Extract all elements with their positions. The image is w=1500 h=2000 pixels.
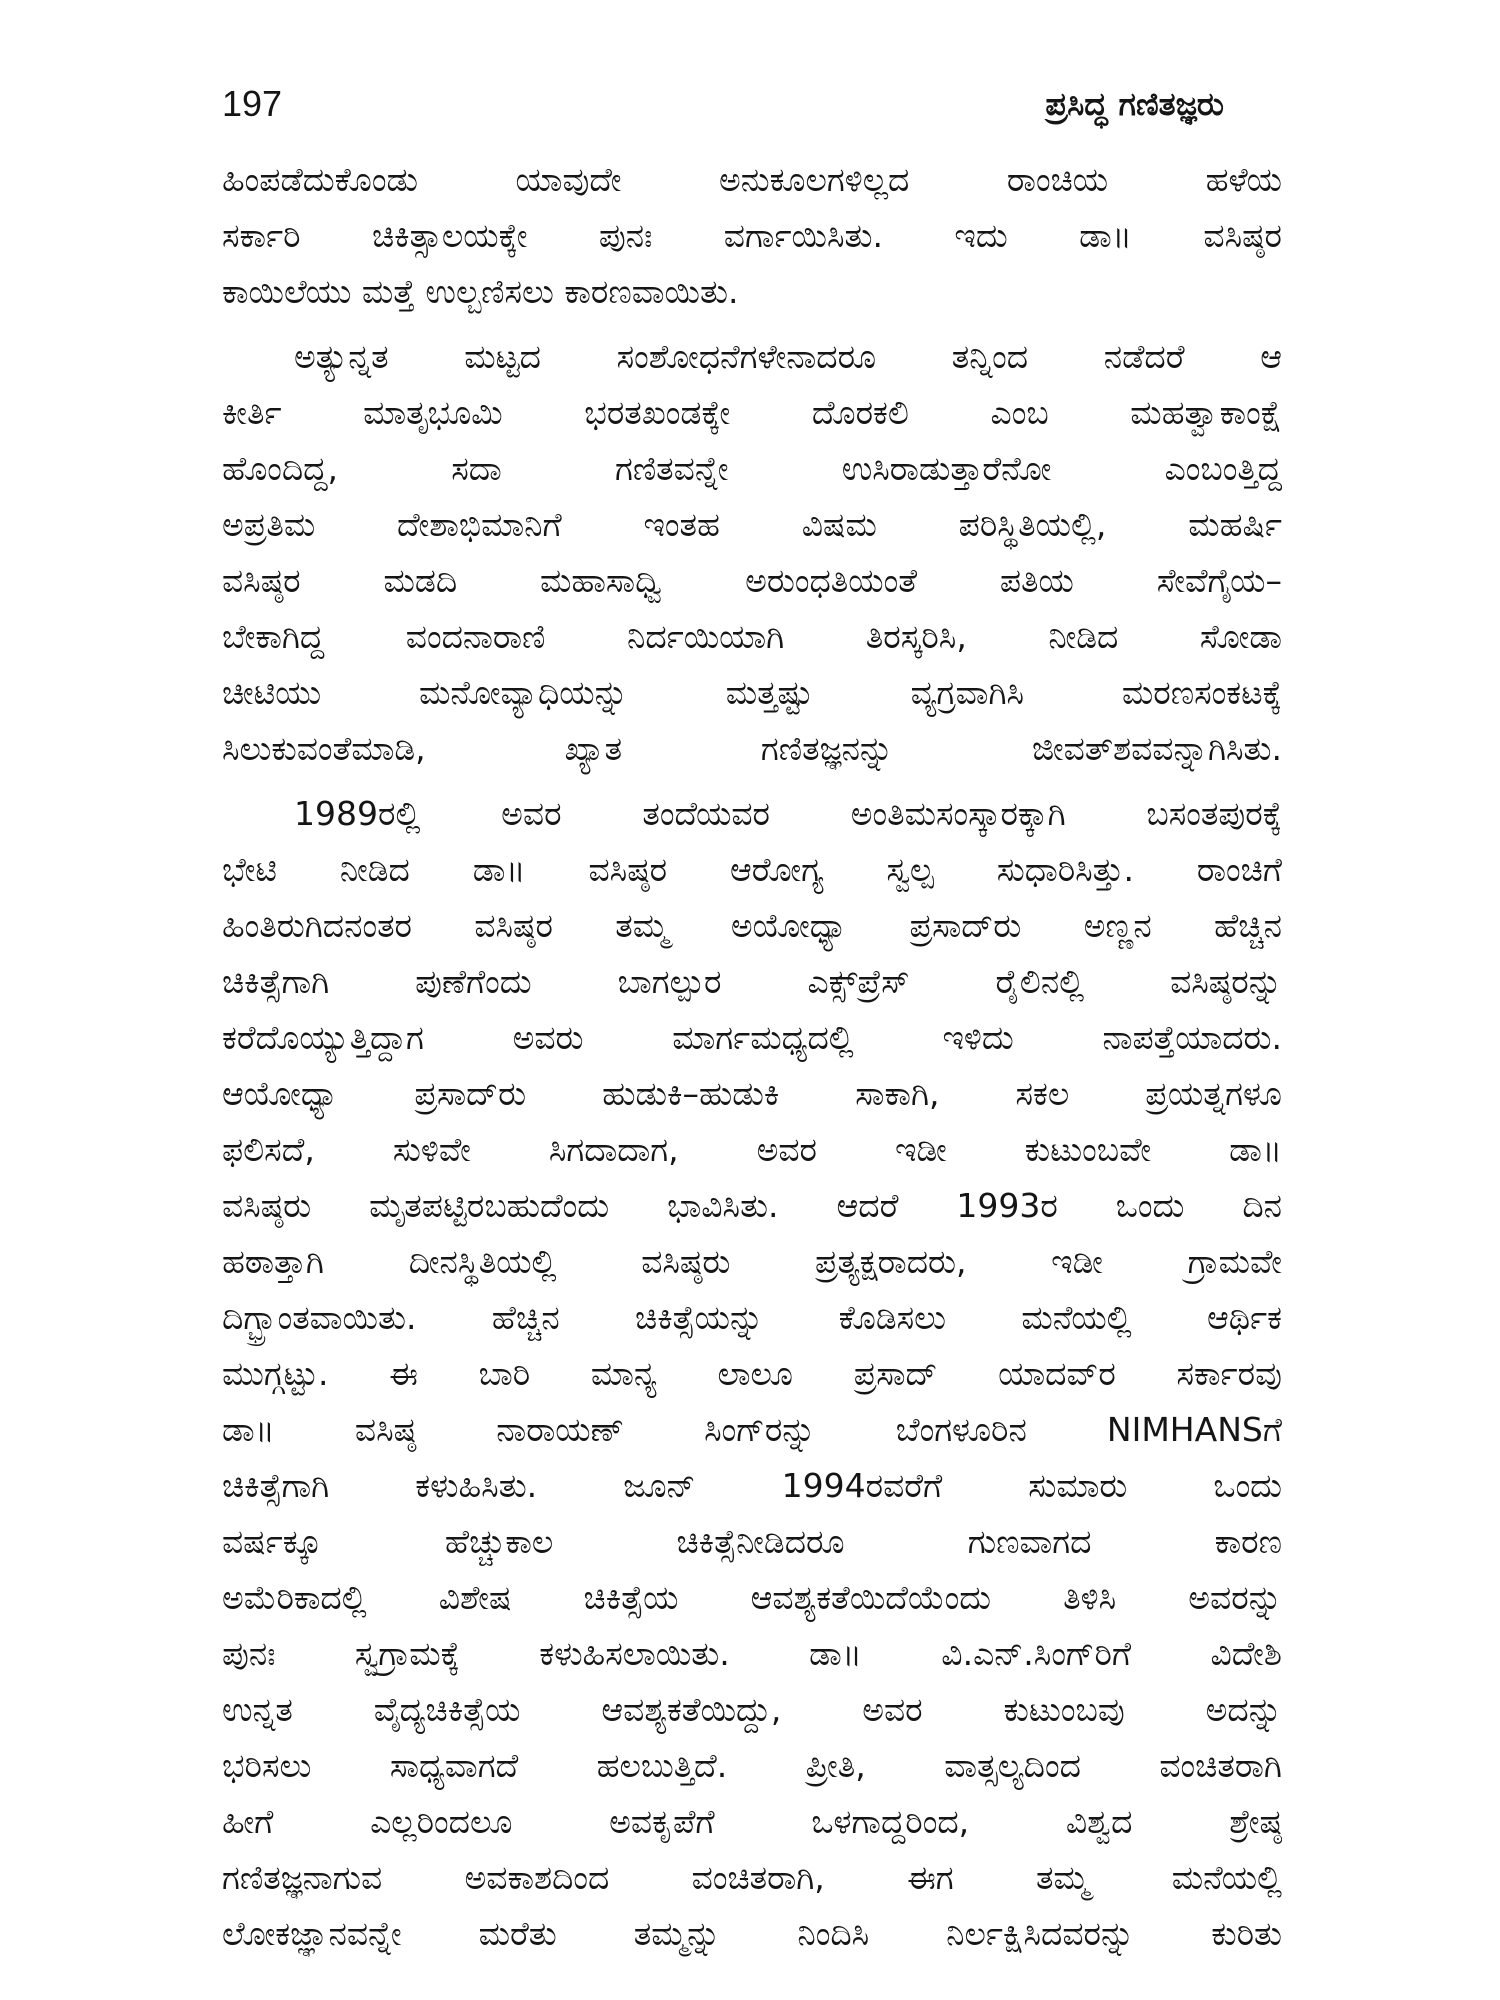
text-line: 1989ರಲ್ಲಿ ಅವರ ತಂದೆಯವರ ಅಂತಿಮಸಂಸ್ಕಾರಕ್ಕಾಗಿ ಬಸಂತಪುರಕ್ಕೆ [294,794,1282,833]
text-line: ಲೋಕಜ್ಞಾನವನ್ನೇ ಮರೆತು ತಮ್ಮನ್ನು ನಿಂದಿಸಿ ನಿರ್ಲಕ್ಷಿಸಿದವರನ್ನು ಕುರಿತು [222,1914,1282,1953]
text-line: ಅತ್ಯುನ್ನತ ಮಟ್ಟದ ಸಂಶೋಧನೆಗಳೇನಾದರೂ ತನ್ನಿಂದ ನಡೆದರೆ ಆ [294,337,1282,376]
text-line: ಮುಗ್ಗಟ್ಟು. ಈ ಬಾರಿ ಮಾನ್ಯ ಲಾಲೂ ಪ್ರಸಾದ್ ಯಾದವ್‌ರ ಸರ್ಕಾರವು [222,1354,1282,1393]
text-line: ಕಾಯಿಲೆಯು ಮತ್ತೆ ಉಲ್ಬಣಿಸಲು ಕಾರಣವಾಯಿತು. [222,272,739,311]
text-line: ಹೀಗೆ ಎಲ್ಲರಿಂದಲೂ ಅವಕೃಪೆಗೆ ಒಳಗಾದ್ದರಿಂದ, ವಿಶ್ವದ ಶ್ರೇಷ್ಠ [222,1802,1282,1841]
paragraph [222,329,1282,777]
text-line: ಸಿಲುಕುವಂತೆಮಾಡಿ, ಖ್ಯಾತ ಗಣಿತಜ್ಞನನ್ನು ಜೀವತ್‌ಶವವನ್ನಾಗಿಸಿತು. [222,729,1282,768]
text-line: ಹಿಂತಿರುಗಿದನಂತರ ವಸಿಷ್ಠರ ತಮ್ಮ ಅಯೋಧ್ಯಾ ಪ್ರಸಾದ್‌ರು ಅಣ್ಣನ ಹೆಚ್ಚಿನ [222,906,1282,945]
page-number: 197 [222,83,283,124]
running-title: ಪ್ರಸಿದ್ಧ ಗಣಿತಜ್ಞರು [1045,85,1224,123]
text-line: ಭರಿಸಲು ಸಾಧ್ಯವಾಗದೆ ಹಲಬುತ್ತಿದೆ. ಪ್ರೀತಿ, ವಾತ್ಸಲ್ಯದಿಂದ ವಂಚಿತರಾಗಿ [222,1746,1282,1785]
text-line: ಅಪ್ರತಿಮ ದೇಶಾಭಿಮಾನಿಗೆ ಇಂತಹ ವಿಷಮ ಪರಿಸ್ಥಿತಿಯಲ್ಲಿ, ಮಹರ್ಷಿ [222,505,1282,544]
text-line: ಚಿಕಿತ್ಸೆಗಾಗಿ ಕಳುಹಿಸಿತು. ಜೂನ್ 1994ರವರೆಗೆ ಸುಮಾರು ಒಂದು [222,1466,1282,1505]
text-line: ಚಿಕಿತ್ಸೆಗಾಗಿ ಪುಣೆಗೆಂದು ಬಾಗಲ್ಪುರ ಎಕ್ಸ್‌ಪ್ರೆಸ್ ರೈಲಿನಲ್ಲಿ ವಸಿಷ್ಠರನ್ನು [222,962,1282,1001]
text-line: ಗಣಿತಜ್ಞನಾಗುವ ಅವಕಾಶದಿಂದ ವಂಚಿತರಾಗಿ, ಈಗ ತಮ್ಮ ಮನೆಯಲ್ಲಿ [222,1858,1282,1897]
text-line: ಚೀಟಿಯು ಮನೋವ್ಯಾಧಿಯನ್ನು ಮತ್ತಷ್ಟು ವ್ಯಗ್ರವಾಗಿಸಿ ಮರಣಸಂಕಟಕ್ಕೆ [222,673,1282,712]
text-line: ಅಮೆರಿಕಾದಲ್ಲಿ ವಿಶೇಷ ಚಿಕಿತ್ಸೆಯ ಆವಶ್ಯಕತೆಯಿದೆಯೆಂದು ತಿಳಿಸಿ ಅವರನ್ನು [222,1578,1282,1617]
text-line: ಫಲಿಸದೆ, ಸುಳಿವೇ ಸಿಗದಾದಾಗ, ಅವರ ಇಡೀ ಕುಟುಂಬವೇ ಡಾ॥ [222,1130,1282,1169]
text-line: ಹಿಂಪಡೆದುಕೊಂಡು ಯಾವುದೇ ಅನುಕೂಲಗಳಿಲ್ಲದ ರಾಂಚಿಯ ಹಳೆಯ [222,160,1282,199]
text-line: ವರ್ಷಕ್ಕೂ ಹೆಚ್ಚುಕಾಲ ಚಿಕಿತ್ಸೆನೀಡಿದರೂ ಗುಣವಾಗದ ಕಾರಣ [222,1522,1282,1561]
text-line: ಕೀರ್ತಿ ಮಾತೃಭೂಮಿ ಭರತಖಂಡಕ್ಕೇ ದೊರಕಲಿ ಎಂಬ ಮಹತ್ವಾಕಾಂಕ್ಷೆ [222,393,1282,432]
text-line: ಬೇಕಾಗಿದ್ದ ವಂದನಾರಾಣಿ ನಿರ್ದಯಿಯಾಗಿ ತಿರಸ್ಕರಿಸಿ, ನೀಡಿದ ಸೋಡಾ [222,617,1282,656]
text-line: ಭೇಟಿ ನೀಡಿದ ಡಾ॥ ವಸಿಷ್ಠರ ಆರೋಗ್ಯ ಸ್ವಲ್ಪ ಸುಧಾರಿಸಿತ್ತು. ರಾಂಚಿಗೆ [222,850,1282,889]
text-line: ಕರೆದೊಯ್ಯುತ್ತಿದ್ದಾಗ ಅವರು ಮಾರ್ಗಮಧ್ಯದಲ್ಲಿ ಇಳಿದು ನಾಪತ್ತೆಯಾದರು. [222,1018,1282,1057]
text-line: ಹೊಂದಿದ್ದ, ಸದಾ ಗಣಿತವನ್ನೇ ಉಸಿರಾಡುತ್ತಾರೆನೋ ಎಂಬಂತ್ತಿದ್ದ [222,449,1282,488]
text-line: ವಸಿಷ್ಠರ ಮಡದಿ ಮಹಾಸಾಧ್ವಿ ಅರುಂಧತಿಯಂತೆ ಪತಿಯ ಸೇವೆಗೈಯ– [222,561,1282,600]
text-line: ಆಯೋಧ್ಯಾ ಪ್ರಸಾದ್‌ರು ಹುಡುಕಿ–ಹುಡುಕಿ ಸಾಕಾಗಿ, ಸಕಲ ಪ್ರಯತ್ನಗಳೂ [222,1074,1282,1113]
text-line: ಪುನಃ ಸ್ವಗ್ರಾಮಕ್ಕೆ ಕಳುಹಿಸಲಾಯಿತು. ಡಾ॥ ವಿ.ಎನ್.ಸಿಂಗ್‌ರಿಗೆ ವಿದೇಶಿ [222,1634,1282,1673]
text-line: ದಿಗ್ಭ್ರಾಂತವಾಯಿತು. ಹೆಚ್ಚಿನ ಚಿಕಿತ್ಸೆಯನ್ನು ಕೊಡಿಸಲು ಮನೆಯಲ್ಲಿ ಆರ್ಥಿಕ [222,1298,1282,1337]
text-line: ಉನ್ನತ ವೈದ್ಯಚಿಕಿತ್ಸೆಯ ಆವಶ್ಯಕತೆಯಿದ್ದು, ಅವರ ಕುಟುಂಬವು ಅದನ್ನು [222,1690,1282,1729]
text-line: ಸರ್ಕಾರಿ ಚಿಕಿತ್ಸಾಲಯಕ್ಕೇ ಪುನಃ ವರ್ಗಾಯಿಸಿತು. ಇದು ಡಾ॥ ವಸಿಷ್ಠರ [222,216,1282,255]
paragraph [222,152,1282,320]
text-line: ಡಾ॥ ವಸಿಷ್ಠ ನಾರಾಯಣ್ ಸಿಂಗ್‌ರನ್ನು ಬೆಂಗಳೂರಿನ NIMHANSಗೆ [222,1410,1282,1449]
text-line: ಹಠಾತ್ತಾಗಿ ದೀನಸ್ಥಿತಿಯಲ್ಲಿ ವಸಿಷ್ಠರು ಪ್ರತ್ಯಕ್ಷರಾದರು, ಇಡೀ ಗ್ರಾಮವೇ [222,1242,1282,1281]
paragraph [222,786,1282,1962]
text-line: ವಸಿಷ್ಠರು ಮೃತಪಟ್ಟಿರಬಹುದೆಂದು ಭಾವಿಸಿತು. ಆದರೆ 1993ರ ಒಂದು ದಿನ [222,1186,1282,1225]
body-text [222,152,1282,1962]
